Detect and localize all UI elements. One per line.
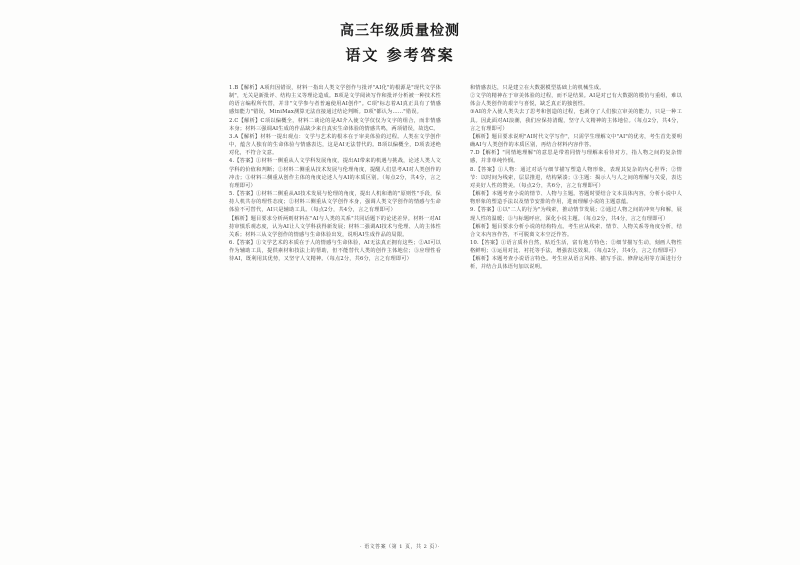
paragraph: 【解析】题目要求分析小说的结构特点。考生应从线索、情节、人物关系等角度分析，结合文本内容作答，不可脱离文本空泛作答。 — [470, 223, 682, 238]
paragraph: 8.【答案】①人物：通过对话与细节描写塑造人物形象，表现其复杂的内心世界；②情节：以时间为线索，层层推进，结构紧凑；③主题：揭示人与人之间的理解与关爱，表达对美好人性的赞美。（每点2分，共6分，言之有理即可） — [470, 166, 682, 189]
paragraph: 和情感表达，只是建立在大数据模型基础上的机械生成。 — [470, 85, 605, 91]
paragraph: 1.B【解析】A项归因错误，材料一指出人类文学创作与批评"AI化"的根源是"现代文学体制"，无关是新批评、结构主义等理论造成。B项是文学阅读写作和批评分析被一种技术性的语言编程所代替，并非"文学参与者普遍使用AI创作"。C项"标志着AI真正具有了情感感知能力"错误，MiniMax测算无法直接通过结论判断。D项"都认为……"错误。 — [229, 85, 441, 116]
paragraph: 3.A【解析】材料一提出观点：文学与艺术的根本在于审美体验的过程。人类在文学创作中，蕴含人独有的生命体验与情感表达，这是AI无法替代的。B项以偏概全，D项表述绝对化，不符合文意。 — [229, 133, 441, 157]
paragraph: 10.【答案】①语言质朴自然，贴近生活，富有地方特色；②细节描写生动，刻画人物性格鲜明；③运用对比、衬托等手法，增强表达效果。（每点2分，共4分，言之有理即可） — [470, 239, 682, 255]
paragraph: 2.C【解析】C项以偏概全，材料二谈论的是AI介入使文学仅仅为文字的组合，而非情感本身；材料三强调AI生成的作品缺少来自真实生命体验的情感共鸣，两项错误，故选C。 — [229, 117, 441, 132]
paragraph: 【解析】题目要求分析两则材料在"AI与人类的关系"共同话题下的论述差异。材料一对AI持审慎乐观态度，认为AI让人文学科获得新发展；材料二强调AI技术与伦理、人的主体性关系；材料三从文学创作的情感与生命体验出发，说明AI生成作品的局限。 — [229, 215, 441, 238]
exam-title: 高三年级质量检测 — [340, 23, 460, 39]
paragraph: 【解析】本题考查小说的情节、人物与主题。答题时要结合文本具体内容，分析小说中人物形象的塑造手法以及情节安排的作用，进而理解小说的主题意蕴。 — [470, 191, 682, 206]
paragraph: 5.【答案】①材料二侧重从AI技术发展与伦理的角度，提出人机和谐的"原则性"手段，保持人机共存的理性态度；②材料三侧重从文学创作本身，强调人类文学创作的情感与生命体验不可替代，AI只是辅助工具。（每点2分，共4分，言之有理即可） — [229, 191, 441, 214]
paragraph: 6.【答案】①文学艺术的本质在于人的情感与生命体验，AI无法真正拥有这些；②AI可以作为辅助工具，提供素材和技法上的帮助，但不能替代人类的创作主体地位；③应理性看待AI，既利用其优势，又坚守人文精神。（每点2分，共6分，言之有理即可） — [229, 239, 441, 263]
paragraph: 【解析】题目要求说明"AI时代文学写作"，只需学生理解文中"AI"的优劣，考生首先要明确AI与人类创作的本质区别，再结合材料内容作答。 — [470, 133, 682, 149]
paragraph: ②文学的精神在于审美体验的过程，而不是结果。AI是对已有大数据的模仿与重组，难以体会人类创作的艰辛与喜悦，缺乏真正的独创性。 — [470, 93, 682, 108]
paragraph: 【解析】本题考查小说语言特色。考生应从语言风格、描写手法、修辞运用等方面进行分析，并结合具体语句加以说明。 — [470, 256, 682, 271]
paragraph: ③AI的介入使人类失去了思考和创造的过程，也剥夺了人们独立审美的能力，只是一种工具。因此面对AI浪潮，我们应保持清醒，坚守人文精神的主体地位。（每点2分，共4分，言之有理即可） — [470, 109, 682, 132]
right-column — [470, 84, 682, 534]
paragraph: 4.【答案】①材料一侧重从人文学科发展角度，提出AI带来的机遇与挑战，论述人类人文学科的价值和判断；②材料二侧重从技术发展与伦理角度，提醒人们思考AI对人类创作的冲击；③材料三侧重从创作主体的角度论述人与AI的本质区别。（每点2分，共4分，言之有理即可） — [229, 158, 441, 189]
left-column — [229, 84, 441, 534]
paragraph: 9.【答案】①以"二人的行为"为线索，推动情节发展；②通过人物之间的冲突与和解，展现人性的温暖；③与标题呼应，深化小说主题。（每点2分，共4分，言之有理即可） — [470, 207, 682, 222]
page-footer: · 语文答案（第 1 页，共 2 页）· — [360, 544, 440, 550]
exam-subtitle: 语文 参考答案 — [345, 46, 455, 64]
paragraph: 7.D【解析】"同情地理解"的意思是带着同情与理解来看待对方，指人物之间的复杂情感，并非单纯怜悯。 — [470, 150, 682, 165]
